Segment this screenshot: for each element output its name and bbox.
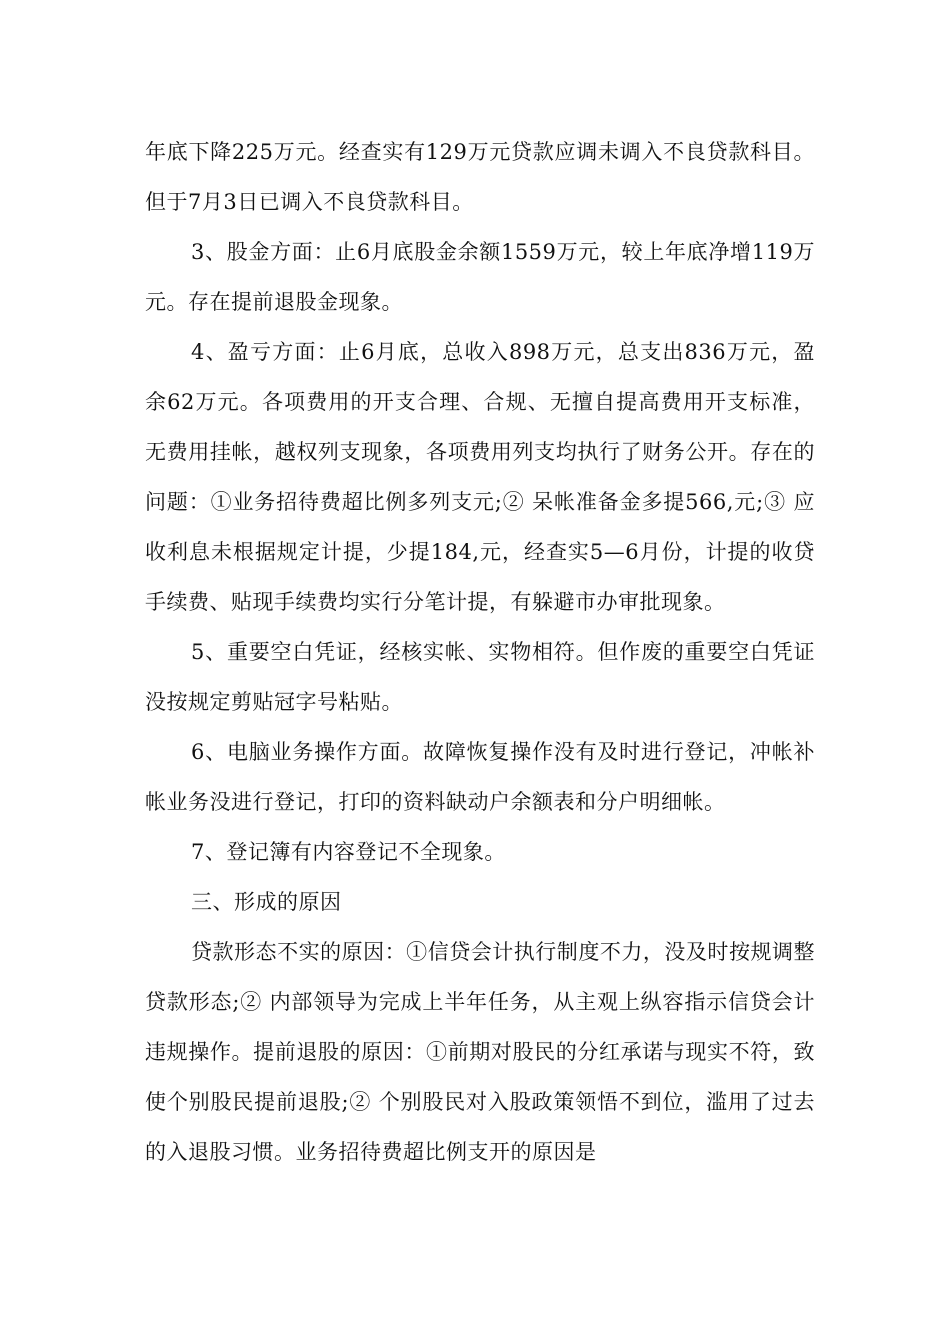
paragraph-blank-vouchers: 5、重要空白凭证，经核实帐、实物相符。但作废的重要空白凭证没按规定剪贴冠字号粘贴。 (145, 640, 815, 714)
paragraph-causes: 贷款形态不实的原因：①信贷会计执行制度不力，没及时按规调整贷款形态;② 内部领导为完成上半年任务，从主观上纵容指示信贷会计违规操作。提前退股的原因：①前期对股民的分红承诺与现实不符，致使个别股民提前退股;② 个别股民对入股政策领悟不到位，滥用了过去的入退股习惯。业务招待费超比例支开的原因是 (145, 940, 815, 1164)
paragraph-register-books: 7、登记簿有内容登记不全现象。 (191, 840, 506, 864)
paragraph-continuation: 年底下降225万元。经查实有129万元贷款应调未调入不良贷款科目。但于7月3日已调入不良贷款科目。 (145, 140, 815, 214)
paragraph-computer-operations: 6、电脑业务操作方面。故障恢复操作没有及时进行登记，冲帐补帐业务没进行登记，打印的资料缺动户余额表和分户明细帐。 (145, 740, 815, 814)
paragraph-share-capital: 3、股金方面：止6月底股金余额1559万元，较上年底净增119万元。存在提前退股金现象。 (145, 240, 815, 314)
section-heading-causes: 三、形成的原因 (191, 890, 342, 914)
document-body (145, 127, 815, 1177)
paragraph-profit-loss: 4、盈亏方面：止6月底，总收入898万元，总支出836万元，盈余62万元。各项费用的开支合理、合规、无擅自提高费用开支标准，无费用挂帐，越权列支现象，各项费用列支均执行了财务公开。存在的问题：①业务招待费超比例多列支元;② 呆帐准备金多提566,元;③ 应收利息未根据规定计提，少提184,元，经查实5—6月份，计提的收贷手续费、贴现手续费均实行分笔计提，有躲避市办审批现象。 (145, 340, 815, 614)
